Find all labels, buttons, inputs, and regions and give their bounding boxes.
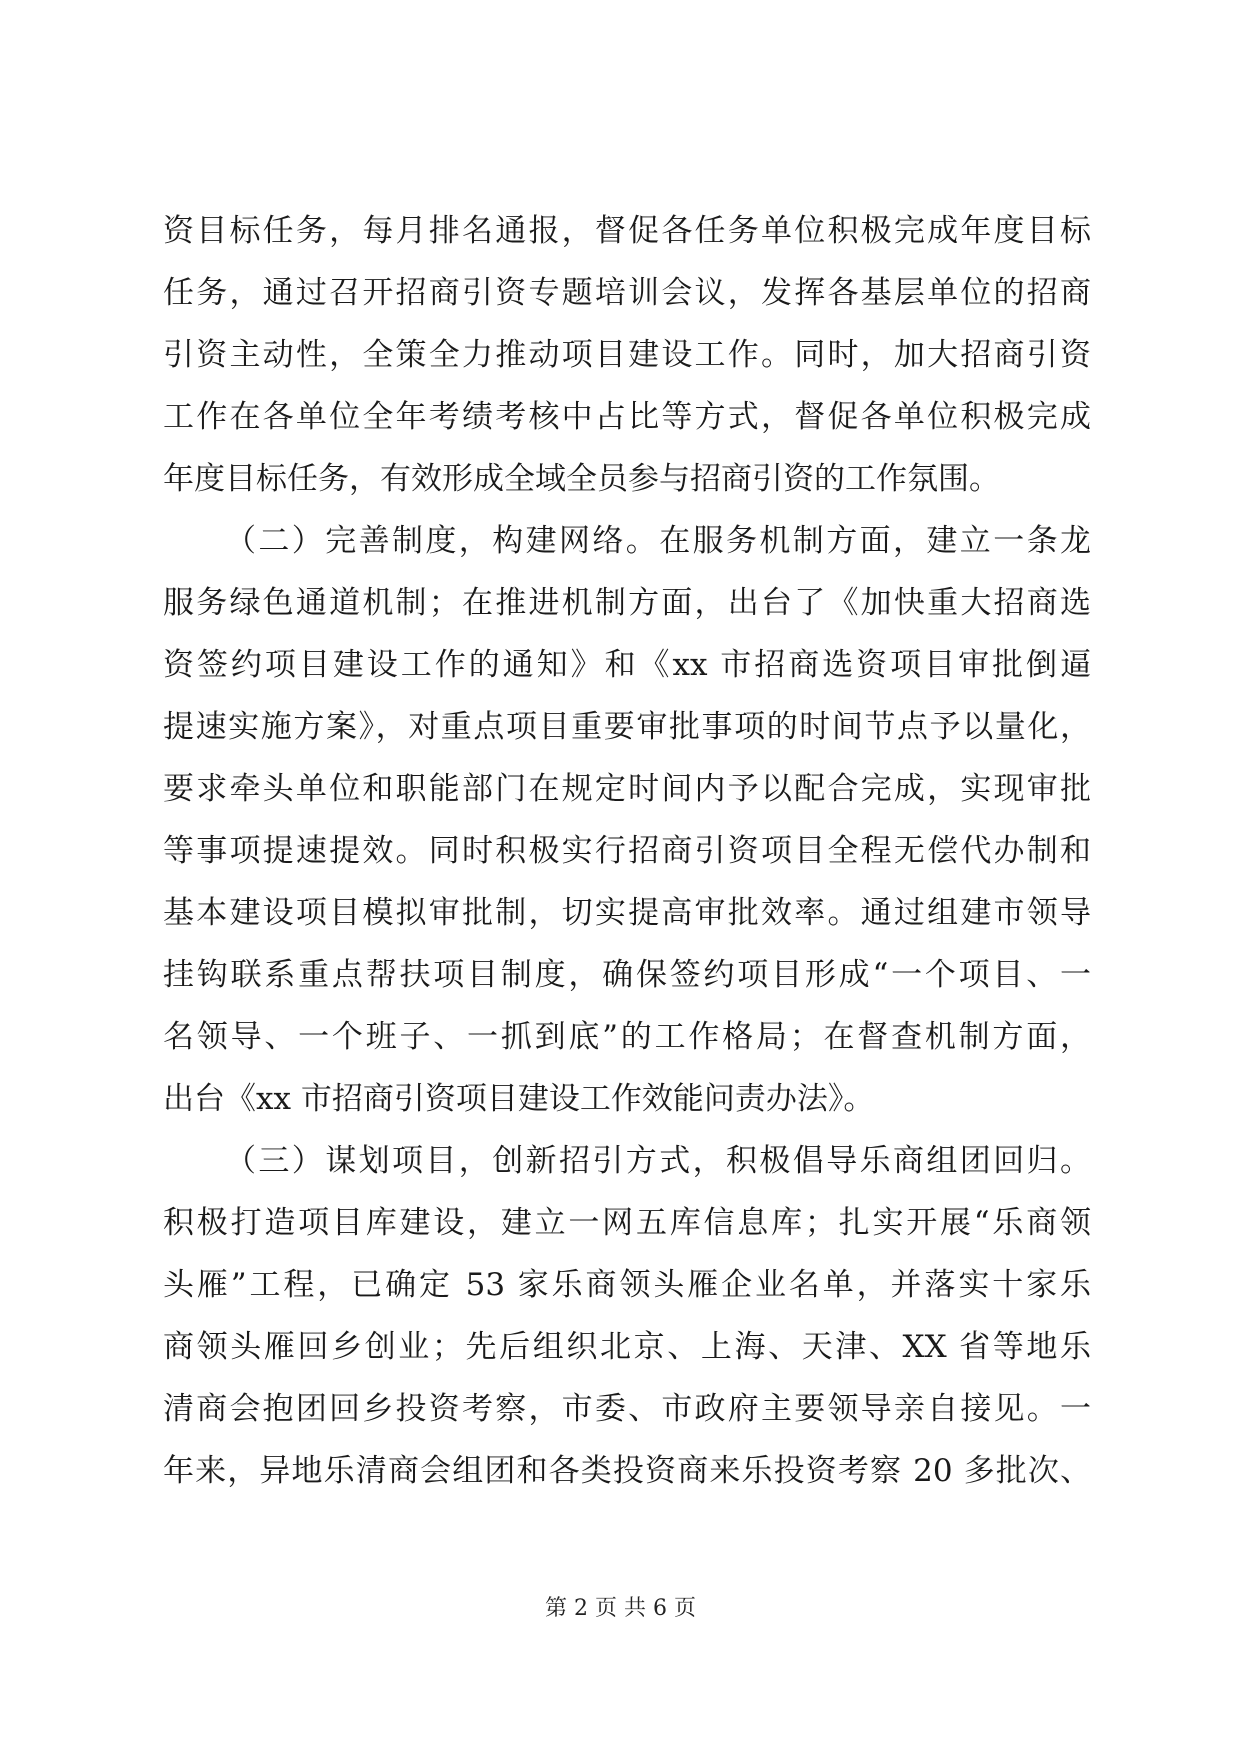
text-line: 基本建设项目模拟审批制，切实提高审批效率。通过组建市领导 [163,895,1091,931]
text-line: 年度目标任务，有效形成全域全员参与招商引资的工作氛围。 [163,461,1000,497]
text-line: 资目标任务，每月排名通报，督促各任务单位积极完成年度目标 [163,213,1091,249]
text-line: 任务，通过召开招商引资专题培训会议，发挥各基层单位的招商 [163,275,1091,311]
section-heading-line: （二）完善制度，构建网络。在服务机制方面，建立一条龙 [225,523,1091,559]
text-line: 服务绿色通道机制；在推进机制方面，出台了《加快重大招商选 [163,585,1091,621]
text-line: 商领头雁回乡创业；先后组织北京、上海、天津、XX 省等地乐 [163,1329,1091,1365]
section-heading-line: （三）谋划项目，创新招引方式，积极倡导乐商组团回归。 [225,1143,1091,1179]
text-line: 资签约项目建设工作的通知》和《xx 市招商选资项目审批倒逼 [163,647,1091,683]
text-line: 挂钩联系重点帮扶项目制度，确保签约项目形成“一个项目、一 [163,957,1091,993]
text-line: 出台《xx 市招商引资项目建设工作效能问责办法》。 [163,1081,875,1117]
body-text [163,200,1091,1502]
text-line: 年来，异地乐清商会组团和各类投资商来乐投资考察 20 多批次、 [163,1453,1091,1489]
text-line: 提速实施方案》，对重点项目重要审批事项的时间节点予以量化， [163,709,1091,745]
text-line: 工作在各单位全年考绩考核中占比等方式，督促各单位积极完成 [163,399,1091,435]
text-line: 头雁”工程，已确定 53 家乐商领头雁企业名单，并落实十家乐 [163,1267,1091,1303]
text-line: 等事项提速提效。同时积极实行招商引资项目全程无偿代办制和 [163,833,1091,869]
text-line: 名领导、一个班子、一抓到底”的工作格局；在督查机制方面， [163,1019,1091,1055]
text-line: 要求牵头单位和职能部门在规定时间内予以配合完成，实现审批 [163,771,1091,807]
page-number-footer: 第 2 页 共 6 页 [545,1596,696,1621]
text-line: 清商会抱团回乡投资考察，市委、市政府主要领导亲自接见。一 [163,1391,1091,1427]
text-line: 积极打造项目库建设，建立一网五库信息库；扎实开展“乐商领 [163,1205,1091,1241]
text-line: 引资主动性，全策全力推动项目建设工作。同时，加大招商引资 [163,337,1091,373]
